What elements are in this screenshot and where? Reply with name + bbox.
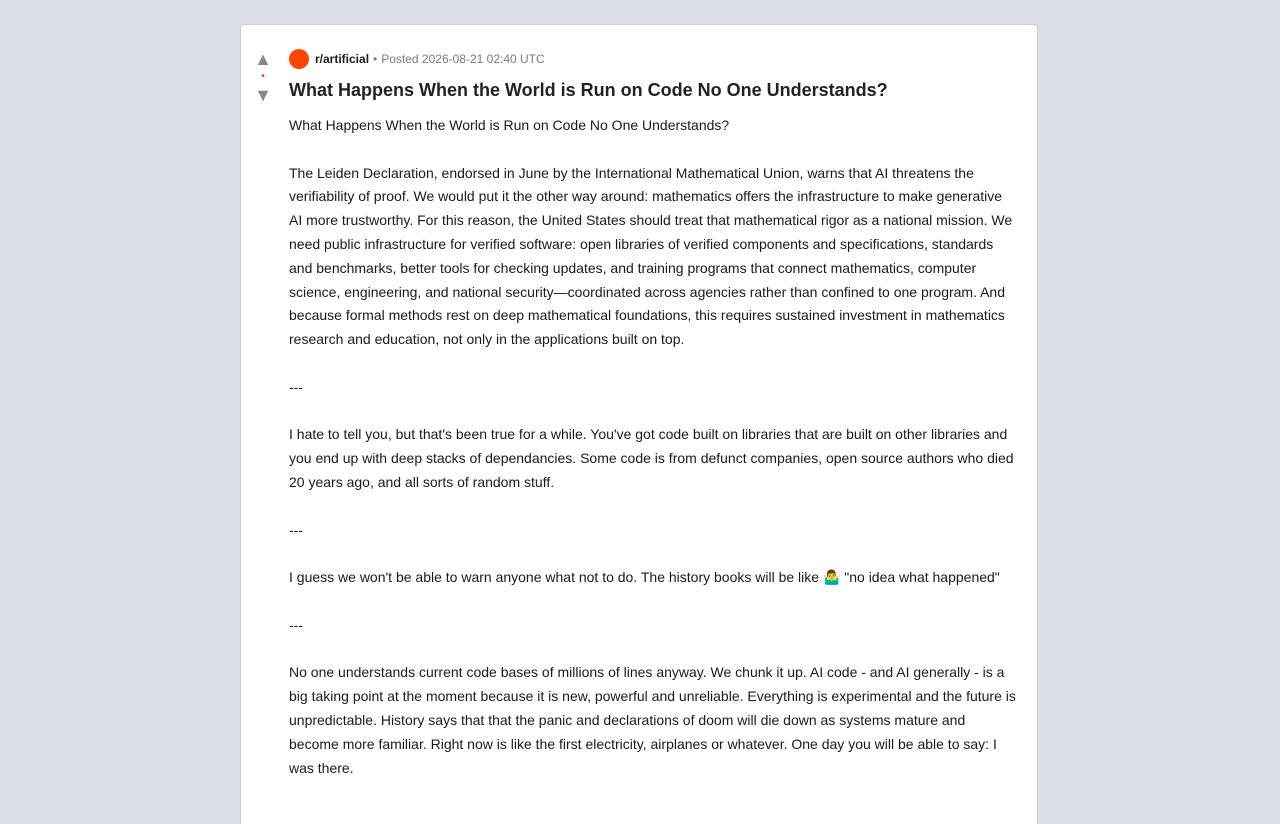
vote-score: • xyxy=(261,71,265,82)
post-card xyxy=(240,24,1038,824)
vote-column xyxy=(253,49,273,105)
subreddit-link[interactable]: r/artificial xyxy=(315,52,370,66)
post-body xyxy=(289,114,1017,780)
downvote-icon[interactable]: ▼ xyxy=(254,85,272,105)
post-title[interactable]: What Happens When the World is Run on Code No One Understands? xyxy=(289,80,888,100)
post-divider: --- xyxy=(289,378,303,395)
post-timestamp: Posted 2026-08-21 02:40 UTC xyxy=(381,52,545,66)
subreddit-avatar-icon[interactable] xyxy=(289,49,309,69)
post-paragraph: I hate to tell you, but that's been true for a while. You've got code built on libraries that are built on other libraries and you end up with deep stacks of dependancies. Some code is from defunct companies, open source authors who died 20 years ago, and all sorts of random stuff. xyxy=(289,426,1014,490)
post-paragraph: No one understands current code bases of millions of lines anyway. We chunk it up. AI code - and AI generally - is a big taking point at the moment because it is new, powerful and unreliable. Everything is experimental and the future is unpredictable. History says that that the panic and declarations of doom will die down as systems mature and become more familiar. Right now is like the first electricity, airplanes or whatever. One day you will be able to say: I was there. xyxy=(289,664,1016,776)
meta-separator: • xyxy=(373,52,378,66)
post-meta xyxy=(289,49,1017,69)
post-content xyxy=(289,49,1017,804)
upvote-icon[interactable]: ▲ xyxy=(254,49,272,69)
post-paragraph: The Leiden Declaration, endorsed in June by the International Mathematical Union, warns that AI threatens the verifiability of proof. We would put it the other way around: mathematics offers the infrastructure to make generative AI more trustworthy. For this reason, the United States should treat that mathematical rigor as a national mission. We need public infrastructure for verified software: open libraries of verified components and specifications, standards and benchmarks, better tools for checking updates, and training programs that connect mathematics, computer science, engineering, and national security—coordinated across agencies rather than confined to one program. And because formal methods rest on deep mathematical foundations, this requires sustained investment in mathematics research and education, not only in the applications built on top. xyxy=(289,164,1013,348)
post-paragraph: What Happens When the World is Run on Code No One Understands? xyxy=(289,117,730,133)
post-paragraph: I guess we won't be able to warn anyone what not to do. The history books will be like 🤷‍♂️ "no idea what happened" xyxy=(289,569,1000,586)
post-divider: --- xyxy=(289,616,303,633)
post-divider: --- xyxy=(289,521,303,538)
